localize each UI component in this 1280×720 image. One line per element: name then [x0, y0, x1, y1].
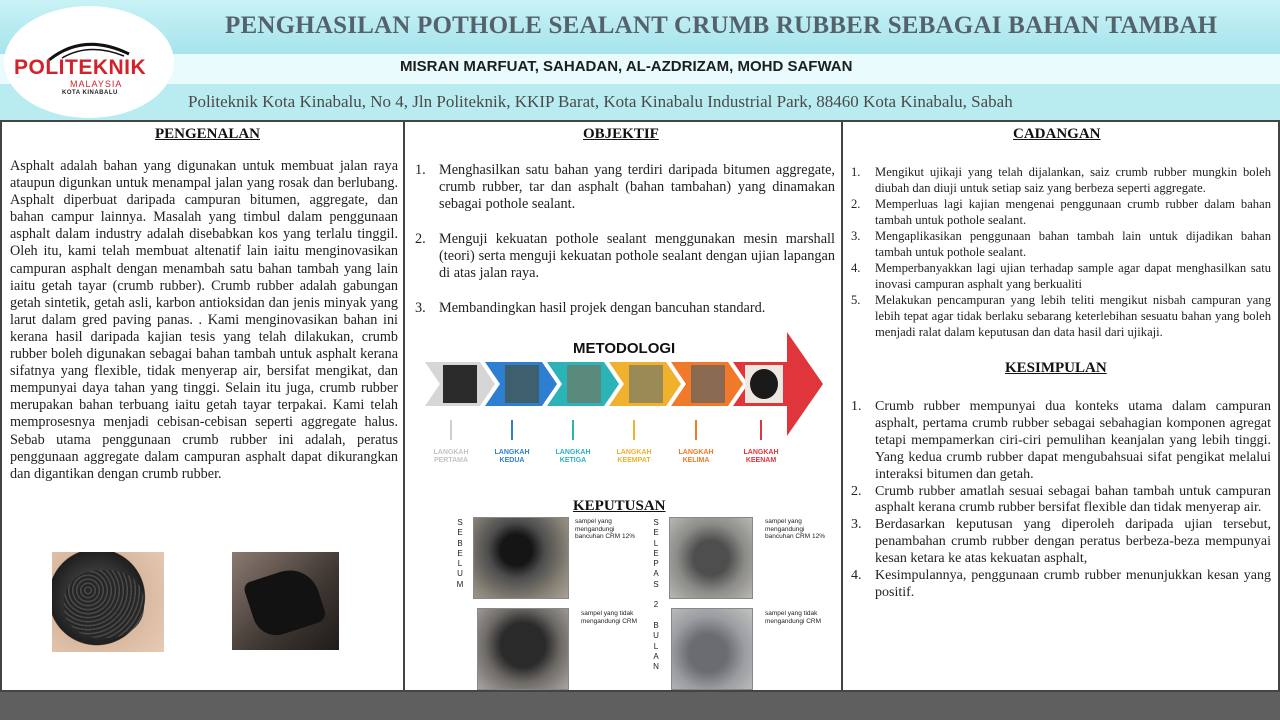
kesimpulan-item: 4. Kesimpulannya, penggunaan crumb rubber menunjukkan kesan yang positif.	[851, 568, 1271, 600]
cadangan-item: 3. Mengaplikasikan penggunaan bahan tambah lain untuk dijadikan bahan tambah untuk pothole sealant.	[851, 229, 1271, 259]
selepas-vertical-label	[651, 518, 661, 672]
note-before-no-crm: sampel yang tidak mengandungi CRM	[581, 610, 638, 625]
step-photo-3	[567, 365, 601, 403]
step-label-5: LANGKAH KELIMA	[678, 449, 714, 464]
poster-title: PENGHASILAN POTHOLE SEALANT CRUMB RUBBER SEBAGAI BAHAN TAMBAH	[225, 12, 1218, 39]
sebelum-vertical-label	[455, 518, 465, 590]
step-photo-1	[443, 365, 477, 403]
vertical-letter: A	[653, 651, 659, 661]
vertical-letter: A	[653, 569, 659, 579]
vertical-letter: 2	[653, 600, 659, 610]
vertical-letter: S	[653, 579, 659, 589]
step-tick-3	[572, 420, 574, 440]
cadangan-list	[851, 164, 1271, 340]
column-objektif	[405, 120, 843, 692]
vertical-letter: E	[653, 528, 659, 538]
column-pengenalan	[0, 120, 405, 692]
rubber-chunk-photo	[232, 552, 339, 650]
step-label-4: LANGKAH KEEMPAT	[616, 449, 652, 464]
objektif-item: 3. Membandingkan hasil projek dengan bancuhan standard.	[415, 300, 766, 316]
vertical-letter: P	[653, 559, 659, 569]
vertical-letter: N	[653, 662, 659, 672]
sample-before-crm	[473, 517, 569, 599]
sample-after-crm	[669, 517, 753, 599]
vertical-letter: L	[653, 641, 659, 651]
logo-subtitle: MALAYSIA	[70, 79, 123, 89]
step-label-6: LANGKAH KEENAM	[743, 449, 779, 464]
vertical-letter: E	[457, 548, 463, 558]
step-tick-1	[450, 420, 452, 440]
vertical-letter: U	[653, 631, 659, 641]
note-after-crm: sampel yang mengandungi bancuhan CRM 12%	[765, 518, 825, 540]
vertical-letter: S	[653, 518, 659, 527]
step-label-1: LANGKAH PERTAMA	[433, 449, 469, 464]
cadangan-item: 5. Melakukan pencampuran yang lebih teliti mengikut nisbah campuran yang lebih tepat agar tidak berlaku sebarang keterlebihan sesuatu bahan yang boleh menjadi ralat dalam keputusan dan data hasil dari ujikaji.	[851, 293, 1271, 339]
step-tick-5	[695, 420, 697, 440]
vertical-letter	[651, 611, 661, 621]
objektif-item: 2. Menguji kekuatan pothole sealant menggunakan mesin marshall (teori) serta menguji kekuatan pothole sealant dengan ujian lapangan di atas jalan raya.	[415, 231, 835, 281]
vertical-letter: E	[457, 528, 463, 538]
kesimpulan-title: KESIMPULAN	[1005, 360, 1107, 376]
vertical-letter: E	[653, 548, 659, 558]
cadangan-item: 2. Memperluas lagi kajian mengenai penggunaan crumb rubber dalam bahan tambah untuk pothole sealant.	[851, 197, 1271, 227]
step-photo-2	[505, 365, 539, 403]
cadangan-item: 1. Mengikut ujikaji yang telah dijalankan, saiz crumb rubber mungkin boleh diubah dan diuji untuk setiap saiz yang berbeza seperti aggregate.	[851, 165, 1271, 195]
kesimpulan-list	[851, 399, 1271, 602]
step-tick-4	[633, 420, 635, 440]
note-after-no-crm: sampel yang tidak mengandungi CRM	[765, 610, 822, 625]
step-label-3: LANGKAH KETIGA	[555, 449, 591, 464]
crumb-rubber-photo	[52, 552, 164, 652]
poster-address: Politeknik Kota Kinabalu, No 4, Jln Politeknik, KKIP Barat, Kota Kinabalu Industrial Park, 88460 Kota Kinabalu, Sabah	[188, 92, 1013, 111]
pengenalan-text: Asphalt adalah bahan yang digunakan untuk membuat jalan raya ataupun digunkan untuk menampal jalan yang rosak dan berlubang. Asphalt diperbuat daripada campuran bitumen, aggregate, dan bahan campur lainnya. Masalah yang timbul dalam penggunaan asphalt dalam industry adalah disebabkan kos yang terlalu tinggil. Oleh itu, kami telah membuat altenatif lain iaitu menginovasikan campuran asphalt dengan menambah satu bahan tambah yang lain iaitu getah tayar (crumb rubber). Crumb rubber adalah gabungan getah sintetik, getah asli, karbon antioksidan dan jenis minyak yang larut dalam gred paving panas. . Kami menginovasikan bahan ini kerana hasil daripada kajian tesis yang telah dilakukan, crumb rubber boleh digunakan sebagai bahan tambah untuk asphalt kerana sifatnya yang flexible, tidak menyerap air, bersifat mengikat, dan mempunyai daya tahan yang tinggi. Selain itu juga, crumb rubber merupakan bahan terbuang iaitu getah tayar terpakai. Kami telah memprosesnya menjadi cebisan-cebisan seperti aggregate halus. Sebab utama penggunaan crumb rubber ini adalah, peratus penggunaan aggregate dalam campuran asphalt dapat dikurangkan dan digantikan dengan crumb rubber.	[10, 158, 398, 482]
cadangan-title: CADANGAN	[1013, 126, 1101, 142]
vertical-letter: M	[456, 579, 464, 589]
vertical-letter: L	[653, 538, 659, 548]
metodologi-title: METODOLOGI	[573, 340, 676, 357]
step-label-2: LANGKAH KEDUA	[494, 449, 530, 464]
keputusan-title: KEPUTUSAN	[573, 498, 666, 514]
vertical-letter: S	[457, 518, 463, 527]
logo-name: POLITEKNIK	[14, 56, 147, 79]
objektif-item: 1. Menghasilkan satu bahan yang terdiri daripada bitumen aggregate, crumb rubber, tar dan asphalt (bahan tambahan) yang dinamakan sebagai pothole sealant.	[415, 162, 835, 212]
kesimpulan-item: 2. Crumb rubber amatlah sesuai sebagai bahan tambah untuk campuran asphalt kerana crumb rubber bersifat flexible dan tidak menyerap air.	[851, 483, 1271, 516]
kesimpulan-item: 1. Crumb rubber mempunyai dua konteks utama dalam campuran asphalt, pertama crumb rubber sebagai sebahagian komponen agregat tetapi mempamerkan ciri-ciri pemulihan keanjalan yang lebih tinggi. Yang kedua crumb rubber dapat mengubahsuai sifat pengikat melalui interaksi bitumen dan getah.	[851, 399, 1271, 482]
poster-header	[0, 0, 1280, 120]
vertical-letter: B	[653, 620, 659, 630]
logo-campus: KOTA KINABALU	[62, 90, 118, 96]
step-tick-2	[511, 420, 513, 440]
vertical-letter: B	[457, 538, 463, 548]
objektif-title: OBJEKTIF	[583, 126, 659, 142]
column-cadangan	[843, 120, 1280, 692]
cadangan-item: 4. Memperbanyakkan lagi ujian terhadap sample agar dapat menghasilkan satu inovasi campuran asphalt yang berkualiti	[851, 261, 1271, 291]
politeknik-logo	[4, 6, 174, 118]
vertical-letter	[651, 590, 661, 600]
vertical-letter: U	[457, 569, 463, 579]
note-before-crm: sampel yang mengandungi bancuhan CRM 12%	[575, 518, 635, 540]
pengenalan-title: PENGENALAN	[155, 126, 261, 142]
step-tick-6	[760, 420, 762, 440]
sample-before-no-crm	[477, 608, 569, 690]
objektif-list	[415, 162, 835, 317]
kesimpulan-item: 3. Berdasarkan keputusan yang diperoleh daripada ujian tersebut, penambahan crumb rubber dengan peratus berbeza-beza mempunyai kesan ketara ke atas kekuatan asphalt,	[851, 517, 1271, 567]
step-photo-4	[629, 365, 663, 403]
step-photo-5	[691, 365, 725, 403]
sealant-sample	[750, 369, 778, 399]
footer-bar	[0, 692, 1280, 720]
vertical-letter: L	[457, 559, 463, 569]
poster-authors: MISRAN MARFUAT, SAHADAN, AL-AZDRIZAM, MOHD SAFWAN	[400, 58, 853, 75]
sample-after-no-crm	[671, 608, 753, 690]
